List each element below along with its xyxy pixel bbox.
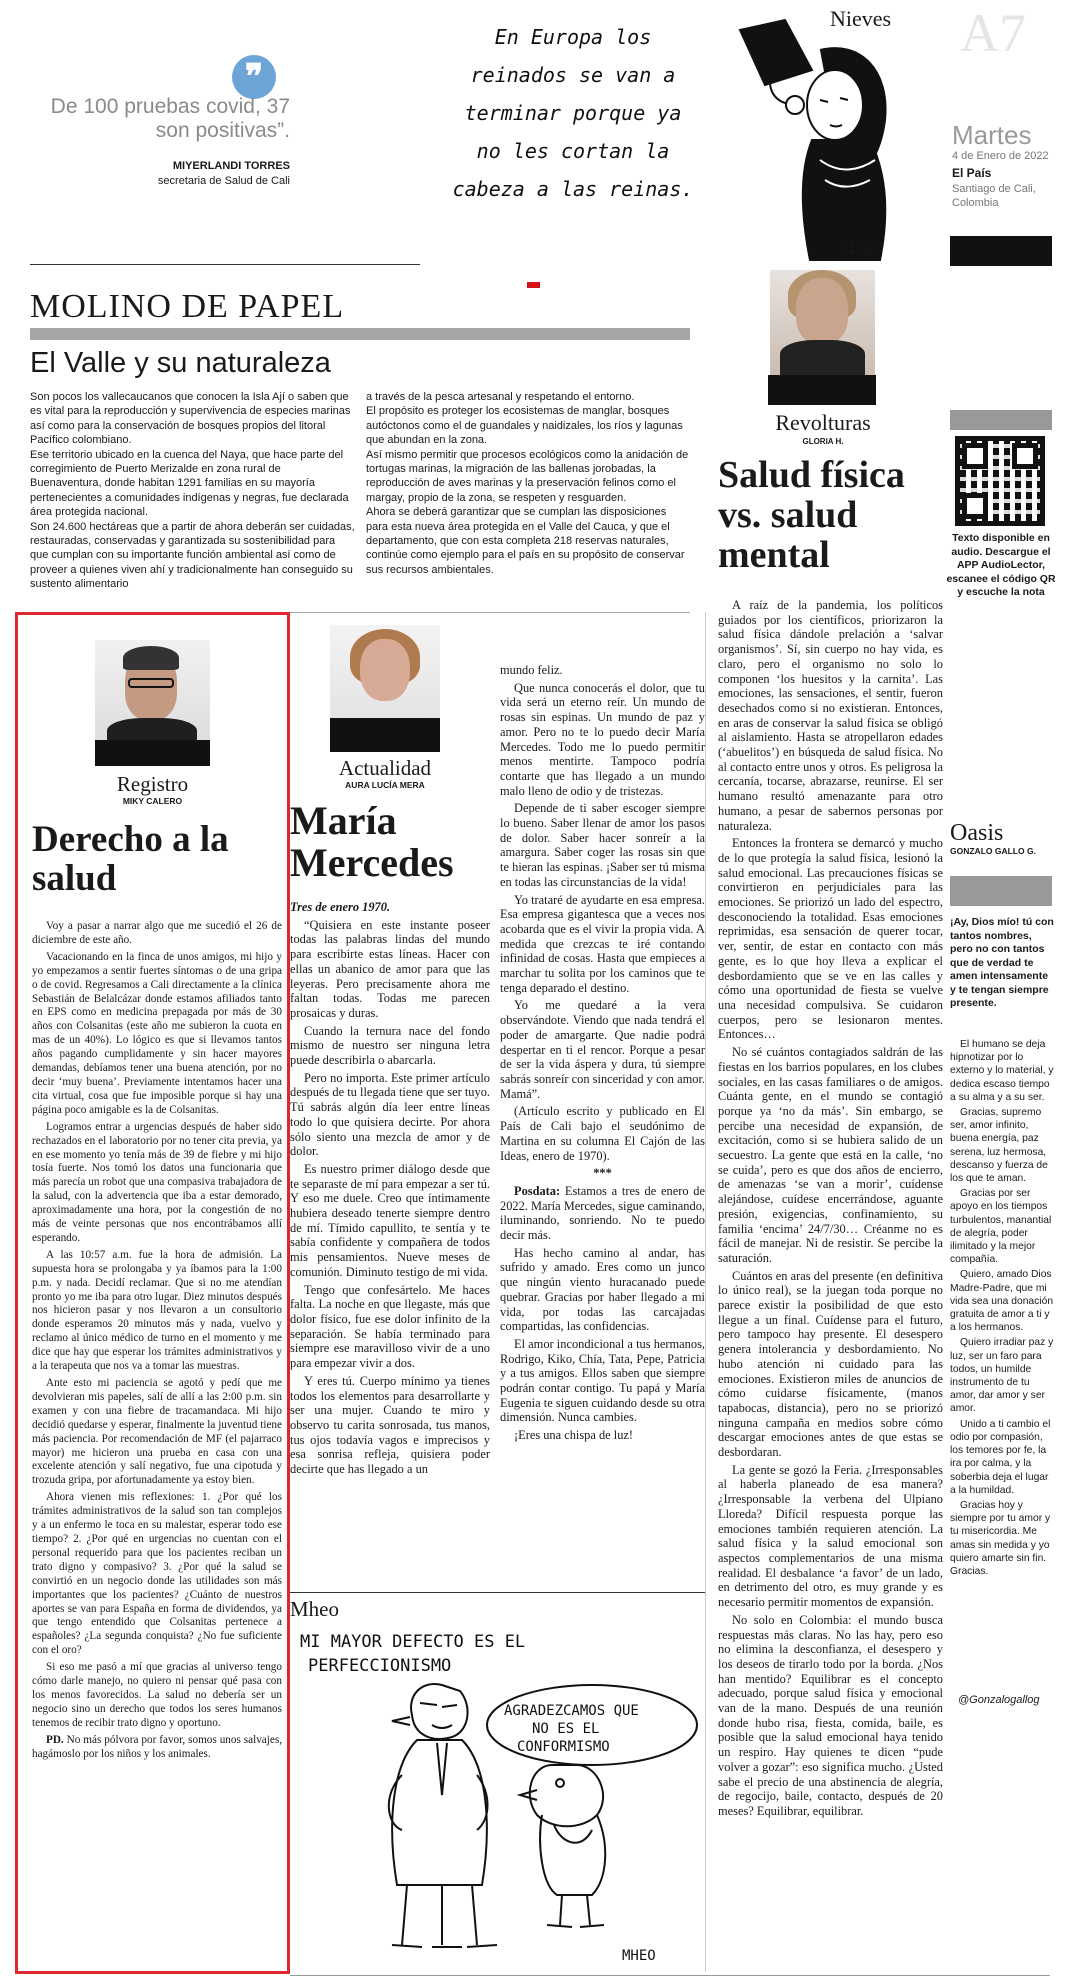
pull-quote: De 100 pruebas covid, 37 son positivas”. (50, 95, 290, 142)
quote-role: secretaria de Salud de Cali (157, 175, 290, 187)
paragraph: El humano se deja hipnotizar por lo externo y lo material, y dedica escaso tiempo a su alma y a su ser. (950, 1039, 1054, 1103)
separator: *** (593, 1166, 612, 1181)
place: Santiago de Cali, Colombia (952, 183, 1036, 209)
social-handle: @Gonzalogallog (958, 1694, 1040, 1706)
page-number: A7 (960, 3, 1026, 63)
black-bar (330, 718, 440, 752)
paragraph: A raíz de la pandemia, los políticos guiados por los científicos, priorizaron la salud física dándole prelación a ‘salvar organismos’. Sí, sin cuerpo no hay vida, es claro, pero el organismo no solo lo componen ‘los huesitos y la carnita’. Las emociones, las sensaciones, el sentir, fueron desechados como si no existieran. Entonces, en aras de conservar la salud física se obligó al aislamiento. Hasta se atropellaron edades (‘abuelitos’) en búsqueda de salud física. No al contacto entre unos y otros. Es peligrosa la cercanía, tocarse, abrazarse, reunirse. El ser humano resultó amenazante para otro humano, a pesar de sabernos personas por naturaleza. (718, 598, 943, 833)
qr-code-icon[interactable] (955, 436, 1045, 526)
posdata-paragraph (500, 1184, 705, 1243)
paragraph: Que nunca conocerás el dolor, que tu vida será un eterno reír. Un mundo de rosas sin espinas. Un mundo de paz y amor. Pero no te lo puedo decir María Mercedes. Todo me lo puedo permitir menos mentirte. Tampoco podría contarte que has llegado a un mundo malo lleno de odio y de tristezas. (500, 680, 705, 798)
paragraph: Y eres tú. Cuerpo mínimo ya tienes todos los elementos para desarrollarte y ser una mujer. Cuando te miro y observo tu carita sonrosada, tus manos, tus ojos todavía vagos e imprecisos y esa sonrisa refleja, quisiera poder decirte que has llegado a un (290, 1373, 490, 1477)
article-headline: Derecho a la salud (32, 819, 229, 899)
paragraph: Así mismo permitir que procesos ecológicos como la anidación de tortugas marinas, la migración de las ballenas jorobadas, la reproducción de aves marinas y la preservación felinos como el margay, propio de la zona, se respeten y resguarden. (366, 448, 689, 504)
paragraph: Son 24.600 hectáreas que a partir de ahora deberán ser cuidadas, restauradas, conservadas y garantizada su sostenibilidad para que cumplan con su importante función ambiental así como de proveer a quienes viven ahí y tradicionalmente han conseguido su sustento alimentario (30, 520, 355, 591)
paragraph: Pero no importa. Este primer artículo después de tu llegada tiene que ser tuyo. Tú sabrás algún día leer entre líneas todo lo que quisiera decirte. Por ahora sólo siento una mezcla de amor y de dolor. (290, 1070, 490, 1159)
divider (30, 264, 420, 265)
gray-bar (950, 410, 1052, 430)
divider (290, 1975, 1050, 1976)
paragraph: Es nuestro primer diálogo desde que te separaste de mí para empezar a ser tú. Y eso me duele. Creo que íntimamente hubiera deseado tenerte siempre dentro de mí. Tímido capullito, te sentía y te sabía confidente y compañera de todos mis pensamientos. Nueve meses de comunión. Diminuto testigo de mi vida. (290, 1161, 490, 1279)
pd-text: No más pólvora por favor, somos unos salvajes, hagámoslo por los niños y los animales. (32, 1733, 282, 1760)
paragraph: Entonces la frontera se demarcó y mucho de lo que protegía la salud física, lesionó la salud emocional. Las precauciones físicas se convirtieron en perjudiciales para las emociones. Se priorizó un lado del espectro, desconociendo la totalidad. Esas emociones reprimidas, esa sensación de querer tocar, ver, sentir, de estar en contacto con más gente, es lo que hoy lleva a explicar el desbordamiento que se ve en las calles y cómo una oportunidad de fiesta se vuelve una necesidad compulsiva. Se cuidaron cuerpos, pero se lesionaron mentes. Entonces… (718, 836, 943, 1042)
column-author: MIKY CALERO (122, 796, 183, 806)
paragraph: a través de la pesca artesanal y respetando el entorno. (366, 391, 635, 403)
paragraph: Son pocos los vallecaucanos que conocen la Isla Ají o saben que es vital para la reproducción y supervivencia de especies marinas así como para la conservación de bosques propios del litoral Pacífico colombiano. (30, 391, 351, 447)
paragraph: mundo feliz. (500, 663, 563, 677)
column-name: Actualidad (338, 756, 432, 780)
paragraph: El propósito es proteger los ecosistemas de manglar, bosques autóctonos como el de guandales y naidizales, los ríos y lagunas que abundan en la zona. (366, 405, 683, 447)
paragraph: Si eso me pasó a mí que gracias al universo tengo cómo darle manejo, no quiero ni pensar qué pasa con los menos favorecidos. La salud no debería ser un negocio sino un derecho que todos los seres humanos tenemos de recibir trato digno y oportuno. (32, 1661, 282, 1729)
paragraph: No sé cuántos contagiados saldrán de las fiestas en los barrios populares, en los clubes sociales, en las casas familiares o de amigos. Cuánta gente, en el mundo se contagió porque ya ‘no da más’. Sin embargo, se percibe una necesidad de expansión, de excitación, como si se hubiera salido de un secuestro. La gente que está en la calle, ‘no se cuida’, pero es que dos años de encierro, de amenazas ‘se van a morir’, cuídense alejándose, cuídese encerrándose, aguante presión, exigencias, confinamiento, su familia ‘encima’ 24/7/30… Créanme no es fácil de manejar. Ni de resistir. Se percibe la saturación. (718, 1045, 943, 1265)
column-author: GLORIA H. (802, 437, 844, 446)
column-body (950, 1038, 1055, 1580)
article-title: El Valle y su naturaleza (30, 347, 331, 379)
paragraph: Ahora vienen mis reflexiones: 1. ¿Por qué los trámites administrativos de la salud son tan complejos y a un enfermo le toca en su malestar, esperar todo ese tiempo? 2. ¿Por qué en urgencias no cuentan con el personal requerido para que los pacientes reciban un trato digno y compasivo? 3. ¿Por qué la salud se convirtió en un negocio donde las utilidades son más importantes que los pacientes? ¿Cuánto de nuestros aportes se van para España en forma de dividendos, ya que tengo entendido que Colsanitas pertenece a españoles? ¿La segunda conquista? ¿No fue suficiente con el oro? (32, 1491, 282, 1657)
article-body (32, 920, 282, 1764)
paragraph: Logramos entrar a urgencias después de haber sido rechazados en el laboratorio por no tener cita previa, ya en ese momento yo tenía más de 39 de fiebre y mi hijo tosía fuerte. Nos tomó los datos una funcionaria que más parecía un robot que una compasiva trabajadora de la salud, con la advertencia que iba a estar demorado, aproximadamente una hora, por la congestión de no más de veinte personas que nos encontrábamos allí esperando. (32, 1120, 282, 1244)
quote-author: MIYERLANDI TORRES (172, 160, 290, 172)
svg-text:NO ES EL: NO ES EL (532, 1721, 600, 1737)
paragraph: Ahora se deberá garantizar que se cumplan las disposiciones para esta nueva área protegida en el Valle del Cauca, y que el departamento, que con esta completa 218 reservas naturales, continúe como ejemplo para el país en su propósito de conservar sus recursos ambientales. (366, 506, 685, 576)
cartoon-signature: MHEO (622, 1948, 656, 1964)
paragraph: Gracias por ser apoyo en los tiempos turbulentos, manantial de alegría, poder ilimitado y la mejor compañía. (950, 1188, 1052, 1266)
divider (290, 1592, 705, 1593)
black-bar (950, 236, 1052, 266)
paragraph: Tengo que confesártelo. Me haces falta. La noche en que llegaste, más que dolor físico, fue ese dolor infinito de la separación. Se había terminado para siempre ese maravilloso vivir de a uno para empezar vivir a dos. (290, 1282, 490, 1371)
paragraph: Cuántos en aras del presente (en definitiva lo único real), se la juegan toda porque no parece existir la posibilidad de que esto llegue a un final. Cuídense para el futuro, pero tampoco hay presente. El desespero genera intolerancia y desbordamiento. No hubo atención ni cuidado para las emociones. Existieron miles de anuncios de cómo cuidarse físicamente, (manos tapabocas, distancia), pero no se priorizó ninguna campaña en medios sobre cómo descargar emociones antes de que estas se desbordaran. (718, 1268, 943, 1460)
paragraph: Unido a ti cambio el odio por compasión, los temores por fe, la ira por calma, y la soberbia deja el lugar a la humildad. (950, 1418, 1051, 1496)
paragraph: Yo me quedaré a la vera observándote. Viendo que nada tendrá el poder de amargarte. Que nadie podrá despertar en ti el rencor. Porque a pesar de ser la vida áspera y dura, tú siempre sabrás sonreír con sinceridad y con amor. Mamá”. (500, 998, 705, 1101)
date-day: Martes (952, 120, 1032, 150)
author-photo (95, 640, 210, 750)
paragraph: El amor incondicional a tus hermanos, Rodrigo, Kiko, Chía, Tata, Pepe, Patricia y a tus amigos. Ellos saben que siempre podrán contar contigo. Tu papá y María Eugenia te siguen cuidando desde su otra dimensión. Nunca cambies. (500, 1336, 705, 1425)
article-body (290, 900, 490, 1480)
article-headline: Salud física vs. salud mental (718, 454, 905, 576)
column-name: Oasis (950, 820, 1004, 846)
black-bar (95, 740, 210, 766)
paragraph: Quiero, amado Dios Madre-Padre, que mi vida sea una donación gratuita de amor a ti y a los hermanos. (950, 1269, 1054, 1334)
column-author: AURA LUCÍA MERA (345, 780, 425, 790)
svg-text:CONFORMISMO: CONFORMISMO (517, 1739, 610, 1755)
paragraph: Depende de ti saber escoger siempre lo bueno. Saber llenar de amor los pasos de dolor. Saber hacer sonreír a la amargura. Saber coger las rosas sin que te hieran las espinas. ¡Saber ser tú misma en todas las circunstancias de la vida! (500, 801, 705, 889)
newspaper-name: El País (952, 166, 992, 180)
paragraph: “Quisiera en este instante poseer todas las palabras lindas del mundo para escribirte estas líneas. Hacer con ellas un abanico de amor para que las leyeras. Pero precisamente ahora me faltan todas. Todas me parecen prosaicas y duras. (290, 917, 490, 1020)
column-name: Revolturas (775, 410, 871, 435)
column-lead: ¡Ay, Dios mío! tú con tantos nombres, pero no con tantos que de verdad te amen intensamente y te tengan siempre presente. (950, 916, 1054, 1009)
author-photo (770, 270, 875, 375)
paragraph: Ante esto mi paciencia se agotó y pedí que me devolvieran mis papeles, salí de allí a las 2:00 p.m. sin examen y con una fiebre de tracamandaca. Mi hijo decidió quedarse y esperar, finalmente la juventud tiene más paciencia. Por recomendación de MF (el pajarraco mayor) me hicieron una prueba en casa con una excelente atención y salí negativo, fue una cipotuda y trozuda gripa, por afortunadamente ya estoy bien. (32, 1377, 282, 1487)
paragraph: ¡Eres una chispa de luz! (514, 1428, 634, 1443)
date-full: 4 de Enero de 2022 (952, 150, 1049, 162)
section-label: Nieves (830, 6, 892, 31)
article-headline: María Mercedes (290, 798, 454, 885)
paragraph: (Artículo escrito y publicado en El País de Cali bajo el seudónimo de Martina en su columna El Cajón de las Ideas, enero de 1970). (500, 1104, 705, 1163)
column-author: GONZALO GALLO G. (950, 846, 1036, 856)
paragraph: Yo trataré de ayudarte en esa empresa. Esa empresa gigantesca que a veces nos acobarda que es el vivir la propia vida. A medida que crezcas te iré contando infinidad de cosas. Hasta que empieces a marchar tu solita por los caminos que te tenga deparado el destino. (500, 892, 705, 995)
paragraph: Ese territorio ubicado en la cuenca del Naya, que hace parte del corregimiento de Puerto Merizalde en zona rural de Buenaventura, donde habitan 1291 familias en su mayoría pertenecientes a comunidades indígenas y negras, fue declarada área protegida nacional. (30, 448, 349, 519)
article-body (718, 598, 943, 1822)
svg-text:PERFECCIONISMO: PERFECCIONISMO (308, 1656, 452, 1676)
pd-label: PD. (46, 1733, 64, 1746)
red-mark (527, 282, 540, 288)
title-bar (30, 328, 690, 340)
cartoon-caption: En Europa los reinados se van a terminar porque ya no les cortan la cabeza a las reinas. (452, 25, 694, 201)
paragraph: Vacacionando en la finca de unos amigos, mi hijo y yo empezamos a sentir fuertes síntomas o de una gripa o de covid. Regresamos a Cali directamente a la clínica Sebastián de Belalcázar donde estamos afiliados tanto en EPS como en medicina prepagada por más de 30 años con Colsanitas (este año me subieron la cuota en mas de un 40%). Lo lógico es que si llevamos tantos años pagando cumplidamente y sin hacer mayores demandas, debíamos tener una buena atención, por no decir ‘muy buena’. Previamente intentamos hacer una cita virtual, cosa que fue imposible porque si hay una página poco amigable es la de Colsanitas. (32, 950, 282, 1116)
paragraph: Gracias hoy y siempre por tu amor y tu misericordia. Me amas sin medida y yo quiero amarte sin fin. Gracias. (950, 1499, 1051, 1577)
paragraph: Has hecho camino al andar, has sufrido y amado. Eres como un junco que ningún viento huracanado puede quebrar. Gracias por haber llegado a mi vida, por todas las carcajadas compartidas, las confidencias. (500, 1245, 705, 1334)
paragraph: A las 10:57 a.m. fue la hora de admisión. La supuesta hora se prolongaba y ya íbamos para la 1:00 p.m. y nada. Decidí reclamar. Que si no me atendían pronto yo me iba para otro lugar. Diez minutos después nos hicieron pasar y nos llevaron a un consultorio donde esperamos 20 minutos más y nada, vuelvo y reclamo al único médico de turno en el momento y me dice que hay que esperar los trámites administrativos y a la terapeuta que nos va a tomar las muestras. (32, 1248, 282, 1373)
column-name: Registro (116, 772, 189, 796)
paragraph: No solo en Colombia: el mundo busca respuestas más claras. No las hay, pero eso no elimina la desconfianza, el desespero y los deseos de tirarlo todo por la borda. ¿Nos han mentido? Equilibrar es el concepto adecuado, porque salud física y emocional van de la mano. Después de una reunión donde hubo risa, fiesta, comida, baile, es posible que la salud emocional haya tenido un respiro. Hay quienes te dicen “pude volver a gozar”: eso significa mucho. ¿Usted sabe el precio de una abstinencia de alegría, de regocijo, baile, contacto, después de 20 meses? Equilibrar, equilibrar. (718, 1612, 943, 1818)
paragraph: Cuando la ternura nace del fondo mismo de nuestro ser ninguna letra puede describirla o abarcarla. (290, 1023, 490, 1068)
qr-instructions: Texto disponible en audio. Descargue el APP AudioLector, escanee el código QR y escuche la nota (946, 532, 1056, 598)
svg-text:MI MAYOR DEFECTO ES EL: MI MAYOR DEFECTO ES EL (300, 1632, 526, 1652)
divider (705, 612, 706, 1972)
pd-paragraph (32, 1734, 282, 1762)
editorial-cartoon (292, 1625, 707, 1970)
paragraph: Voy a pasar a narrar algo que me sucedió el 26 de diciembre de este año. (32, 920, 282, 946)
posdata-label: Posdata: (514, 1183, 561, 1198)
posdata-text: Estamos a tres de enero de 2022. María Mercedes, sigue caminando, iluminando, sonriendo. No te puedo decir más. (500, 1183, 705, 1243)
svg-text:AGRADEZCAMOS QUE: AGRADEZCAMOS QUE (504, 1703, 639, 1719)
section-title: MOLINO DE PAPEL (30, 288, 345, 325)
paragraph: La gente se gozó la Feria. ¿Irresponsables al haberla planeado de esa manera? ¿Irresponsable la verbena del Ulpiano Lloreda? Difícil respuesta porque las emociones también requieren atención. La salud física y la salud emocional son aspectos complementarios de una misma realidad. El desbalance ‘a favor’ de un lado, en detrimento del otro, es muy grande y es necesario permitir momentos de expansión. (718, 1462, 943, 1610)
paragraph: Gracias, supremo ser, amor infinito, buena energía, paz serena, luz hermosa, descanso y fuerza de los que te aman. (950, 1107, 1048, 1185)
quote-icon: ❞ (232, 55, 276, 99)
article-date: Tres de enero 1970. (290, 900, 391, 914)
paragraph: Quiero irradiar paz y luz, ser un faro para todos, un humilde instrumento de tu amor, dar amor y ser amor. (950, 1337, 1054, 1415)
cartoon-title: Mheo (290, 1597, 339, 1621)
article-column (366, 390, 691, 577)
article-body-continued (500, 663, 705, 1446)
cartoon-signature: c.Lago (840, 243, 878, 256)
gray-bar (950, 876, 1052, 906)
article-column (30, 390, 355, 592)
black-bar (768, 375, 876, 405)
